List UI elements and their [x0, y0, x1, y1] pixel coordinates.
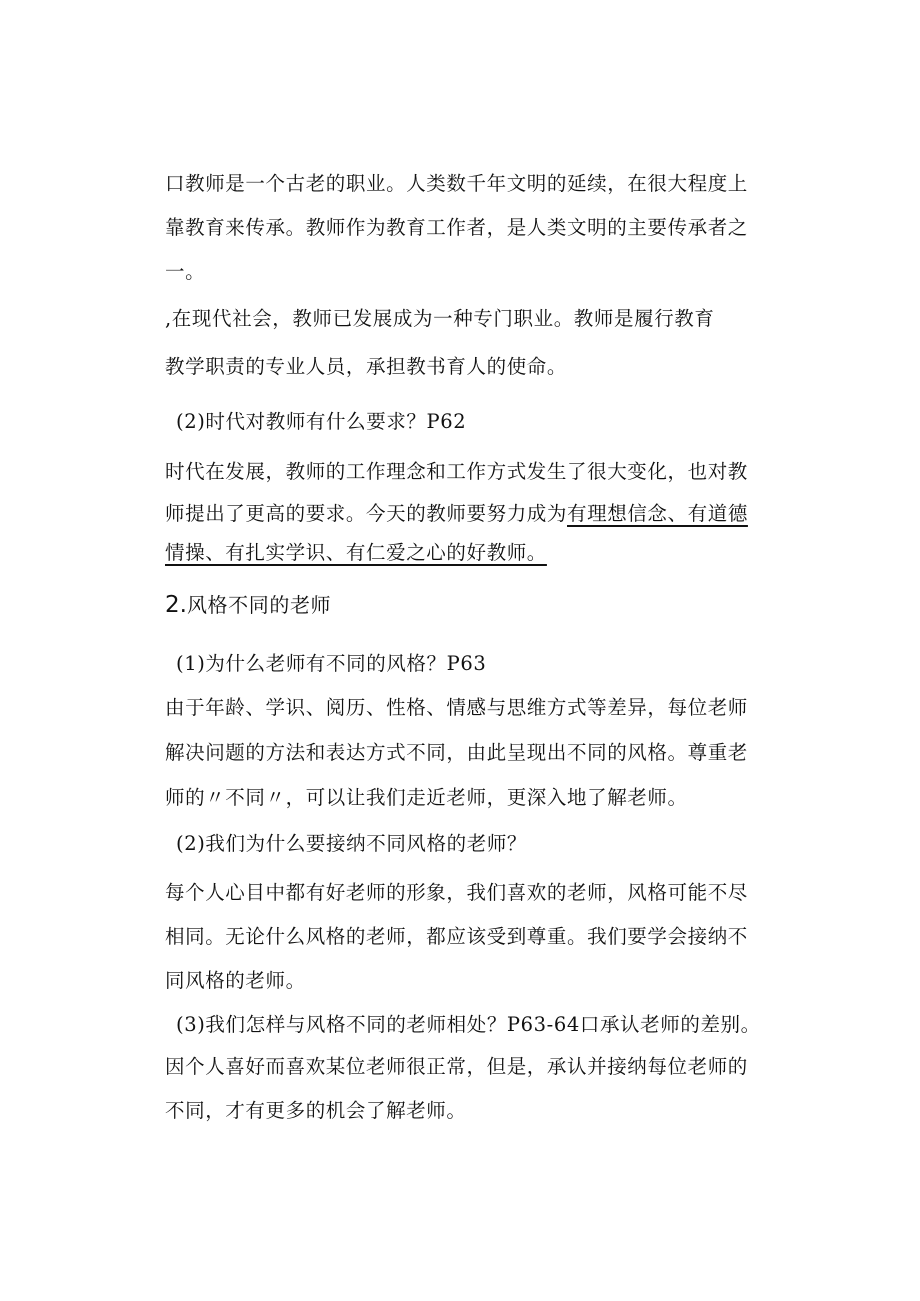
underlined-key-phrase: 有理想信念、有道德: [567, 502, 748, 525]
paragraph-line: 因个人喜好而喜欢某位老师很正常，但是，承认并接纳每位老师的: [165, 1055, 748, 1078]
paragraph-line: 师的〃不同〃，可以让我们走近老师，更深入地了解老师。: [165, 786, 688, 809]
question-heading: (2)我们为什么要接纳不同风格的老师？: [176, 832, 528, 855]
question-heading: (2)时代对教师有什么要求？P62: [176, 410, 467, 433]
paragraph-line: 口教师是一个古老的职业。人类数千年文明的延续，在很大程度上: [165, 172, 748, 195]
paragraph-line: 时代在发展，教师的工作理念和工作方式发生了很大变化，也对教: [165, 460, 748, 483]
section-title: 风格不同的老师: [186, 593, 332, 617]
underlined-key-phrase: 情操、有扎实学识、有仁爱之心的好教师。: [165, 541, 547, 564]
paragraph-line: 靠教育来传承。教师作为教育工作者，是人类文明的主要传承者之: [165, 216, 748, 239]
paragraph-line: 由于年龄、学识、阅历、性格、情感与思维方式等差异，每位老师: [165, 696, 748, 719]
paragraph-line: 每个人心目中都有好老师的形象，我们喜欢的老师，风格可能不尽: [165, 881, 748, 904]
paragraph-line: 解决问题的方法和表达方式不同，由此呈现出不同的风格。尊重老: [165, 741, 748, 764]
paragraph-line: 同风格的老师。: [165, 969, 306, 992]
paragraph-line: [165, 502, 748, 526]
paragraph-line: [165, 541, 547, 565]
paragraph-line: 相同。无论什么风格的老师，都应该受到尊重。我们要学会接纳不: [165, 925, 748, 948]
paragraph-line: 教学职责的专业人员，承担教书育人的使命。: [165, 355, 568, 378]
paragraph-text: 师提出了更高的要求。今天的教师要努力成为: [165, 502, 568, 525]
question-heading: (1)为什么老师有不同的风格？P63: [176, 652, 487, 675]
paragraph-line: ,在现代社会，教师已发展成为一种专门职业。教师是履行教育: [165, 307, 715, 330]
paragraph-line: 不同，才有更多的机会了解老师。: [165, 1099, 467, 1122]
section-number: 2.: [165, 592, 187, 618]
paragraph-line: 一。: [165, 260, 206, 283]
question-heading: (3)我们怎样与风格不同的老师相处？P63-64口承认老师的差别。: [176, 1013, 761, 1036]
section-heading: [165, 593, 331, 617]
